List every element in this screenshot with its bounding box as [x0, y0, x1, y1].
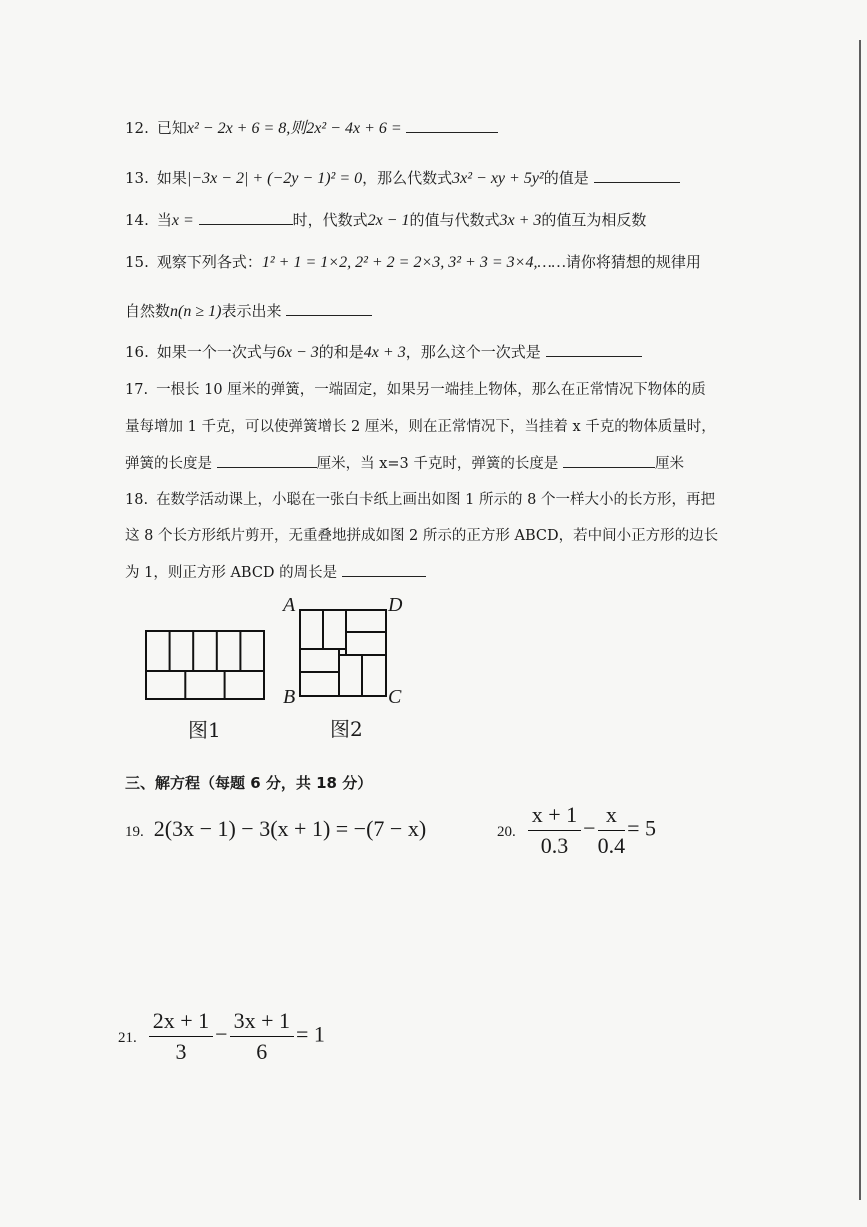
question-15-line2 — [125, 301, 372, 322]
question-text: 量每增加 1 千克，可以使弹簧增长 2 厘米，则在正常情况下，当挂着 x 千克的物体质量时， — [125, 419, 716, 435]
question-18-line2 — [125, 526, 718, 546]
question-text: 的值与代数式 — [409, 211, 500, 229]
question-text: 在数学活动课上，小聪在一张白卡纸上画出如图 1 所示的 8 个一样大小的长方形，再把 — [156, 492, 715, 508]
question-text: 的值互为相反数 — [541, 211, 647, 229]
question-text: 如果一个一次式与 — [156, 343, 277, 361]
operator: − — [583, 815, 596, 841]
question-expression: 2x − 1 — [367, 212, 410, 229]
section-heading: 三、解方程（每题 6 分，共 18 分） — [125, 774, 373, 792]
question-expression: 1² + 1 = 1×2, 2² + 2 = 2×3, 3² + 3 = 3×4,…… — [261, 254, 566, 271]
question-15 — [125, 252, 701, 273]
question-text: 观察下列各式： — [156, 253, 262, 271]
question-text: 自然数 — [125, 302, 171, 320]
fraction — [230, 1008, 294, 1065]
question-expression: n(n ≥ 1) — [170, 303, 222, 320]
question-17 — [125, 380, 706, 400]
question-text: 厘米 — [655, 456, 684, 472]
answer-blank[interactable] — [199, 210, 293, 225]
numerator: x — [598, 802, 626, 831]
operator: − — [215, 1021, 228, 1047]
fraction — [528, 802, 581, 859]
question-number: 19. — [125, 824, 144, 840]
fraction — [598, 802, 626, 859]
denominator: 0.3 — [540, 833, 569, 858]
question-text: ，那么这个一次式是 — [405, 343, 541, 361]
equation: 2(3x − 1) − 3(x + 1) = −(7 − x) — [153, 816, 427, 841]
question-17-line2 — [125, 417, 716, 437]
equation-rhs: = 5 — [627, 815, 657, 841]
answer-blank[interactable] — [342, 562, 426, 577]
question-expression: |−3x − 2| + (−2y − 1)² = 0 — [186, 170, 363, 187]
denominator: 0.4 — [597, 833, 626, 858]
question-19 — [125, 816, 426, 842]
question-18 — [125, 490, 715, 510]
question-text: 表示出来 — [221, 302, 282, 320]
scan-edge-line — [859, 40, 861, 1200]
question-text: 弹簧的长度是 — [125, 456, 212, 472]
question-expression: 3x² − xy + 5y² — [452, 170, 544, 187]
answer-blank[interactable] — [594, 168, 680, 183]
question-text: 请你将猜想的规律用 — [565, 253, 701, 271]
question-expression: x² − 2x + 6 = 8,则2x² − 4x + 6 = — [186, 120, 402, 137]
question-20 — [497, 802, 656, 859]
figure-2-label: 图2 — [330, 717, 363, 741]
question-text: 厘米，当 x=3 千克时，弹簧的长度是 — [316, 456, 559, 472]
question-expression: x = — [171, 212, 194, 229]
vertex-d-label: D — [388, 594, 403, 616]
question-17-line3 — [125, 453, 684, 474]
question-21 — [118, 1008, 325, 1065]
question-text: 已知 — [156, 119, 187, 137]
denominator: 6 — [256, 1039, 268, 1064]
vertex-b-label: B — [283, 686, 296, 708]
question-text: 的和是 — [318, 343, 364, 361]
question-number: 14. — [125, 211, 149, 229]
answer-blank[interactable] — [217, 453, 317, 468]
question-18-line3 — [125, 562, 426, 583]
question-number: 18. — [125, 492, 149, 508]
question-number: 15. — [125, 253, 149, 271]
question-16 — [125, 342, 642, 363]
question-number: 16. — [125, 343, 149, 361]
question-text: 时，代数式 — [292, 211, 368, 229]
vertex-a-label: A — [283, 594, 296, 616]
figure-1-diagram — [140, 625, 272, 707]
question-text: 一根长 10 厘米的弹簧，一端固定，如果另一端挂上物体，那么在正常情况下物体的质 — [156, 382, 706, 398]
answer-blank[interactable] — [563, 453, 655, 468]
question-text: ，那么代数式 — [362, 169, 453, 187]
numerator: 3x + 1 — [230, 1008, 294, 1037]
question-expression: 6x − 3 — [276, 344, 319, 361]
answer-blank[interactable] — [406, 118, 498, 133]
question-expression: 4x + 3 — [363, 344, 406, 361]
answer-blank[interactable] — [286, 301, 372, 316]
denominator: 3 — [175, 1039, 187, 1064]
vertex-c-label: C — [388, 686, 402, 708]
question-number: 13. — [125, 169, 149, 187]
numerator: 2x + 1 — [149, 1008, 213, 1037]
figure-1-label: 图1 — [188, 718, 221, 742]
question-14 — [125, 210, 646, 231]
fraction — [149, 1008, 213, 1065]
question-12 — [125, 118, 498, 139]
question-text: 如果 — [156, 169, 187, 187]
question-text: 为 1，则正方形 ABCD 的周长是 — [125, 565, 338, 581]
question-expression: 3x + 3 — [499, 212, 542, 229]
question-number: 12. — [125, 119, 149, 137]
question-text: 当 — [156, 211, 172, 229]
numerator: x + 1 — [528, 802, 581, 831]
answer-blank[interactable] — [546, 342, 642, 357]
question-number: 17. — [125, 382, 149, 398]
equation-rhs: = 1 — [296, 1021, 325, 1047]
question-13 — [125, 168, 680, 189]
question-number: 21. — [118, 1029, 137, 1046]
question-number: 20. — [497, 823, 516, 840]
question-text: 这 8 个长方形纸片剪开，无重叠地拼成如图 2 所示的正方形 ABCD，若中间小正方形的边长 — [125, 528, 719, 544]
figure-2-diagram — [294, 600, 394, 704]
question-text: 的值是 — [543, 169, 589, 187]
